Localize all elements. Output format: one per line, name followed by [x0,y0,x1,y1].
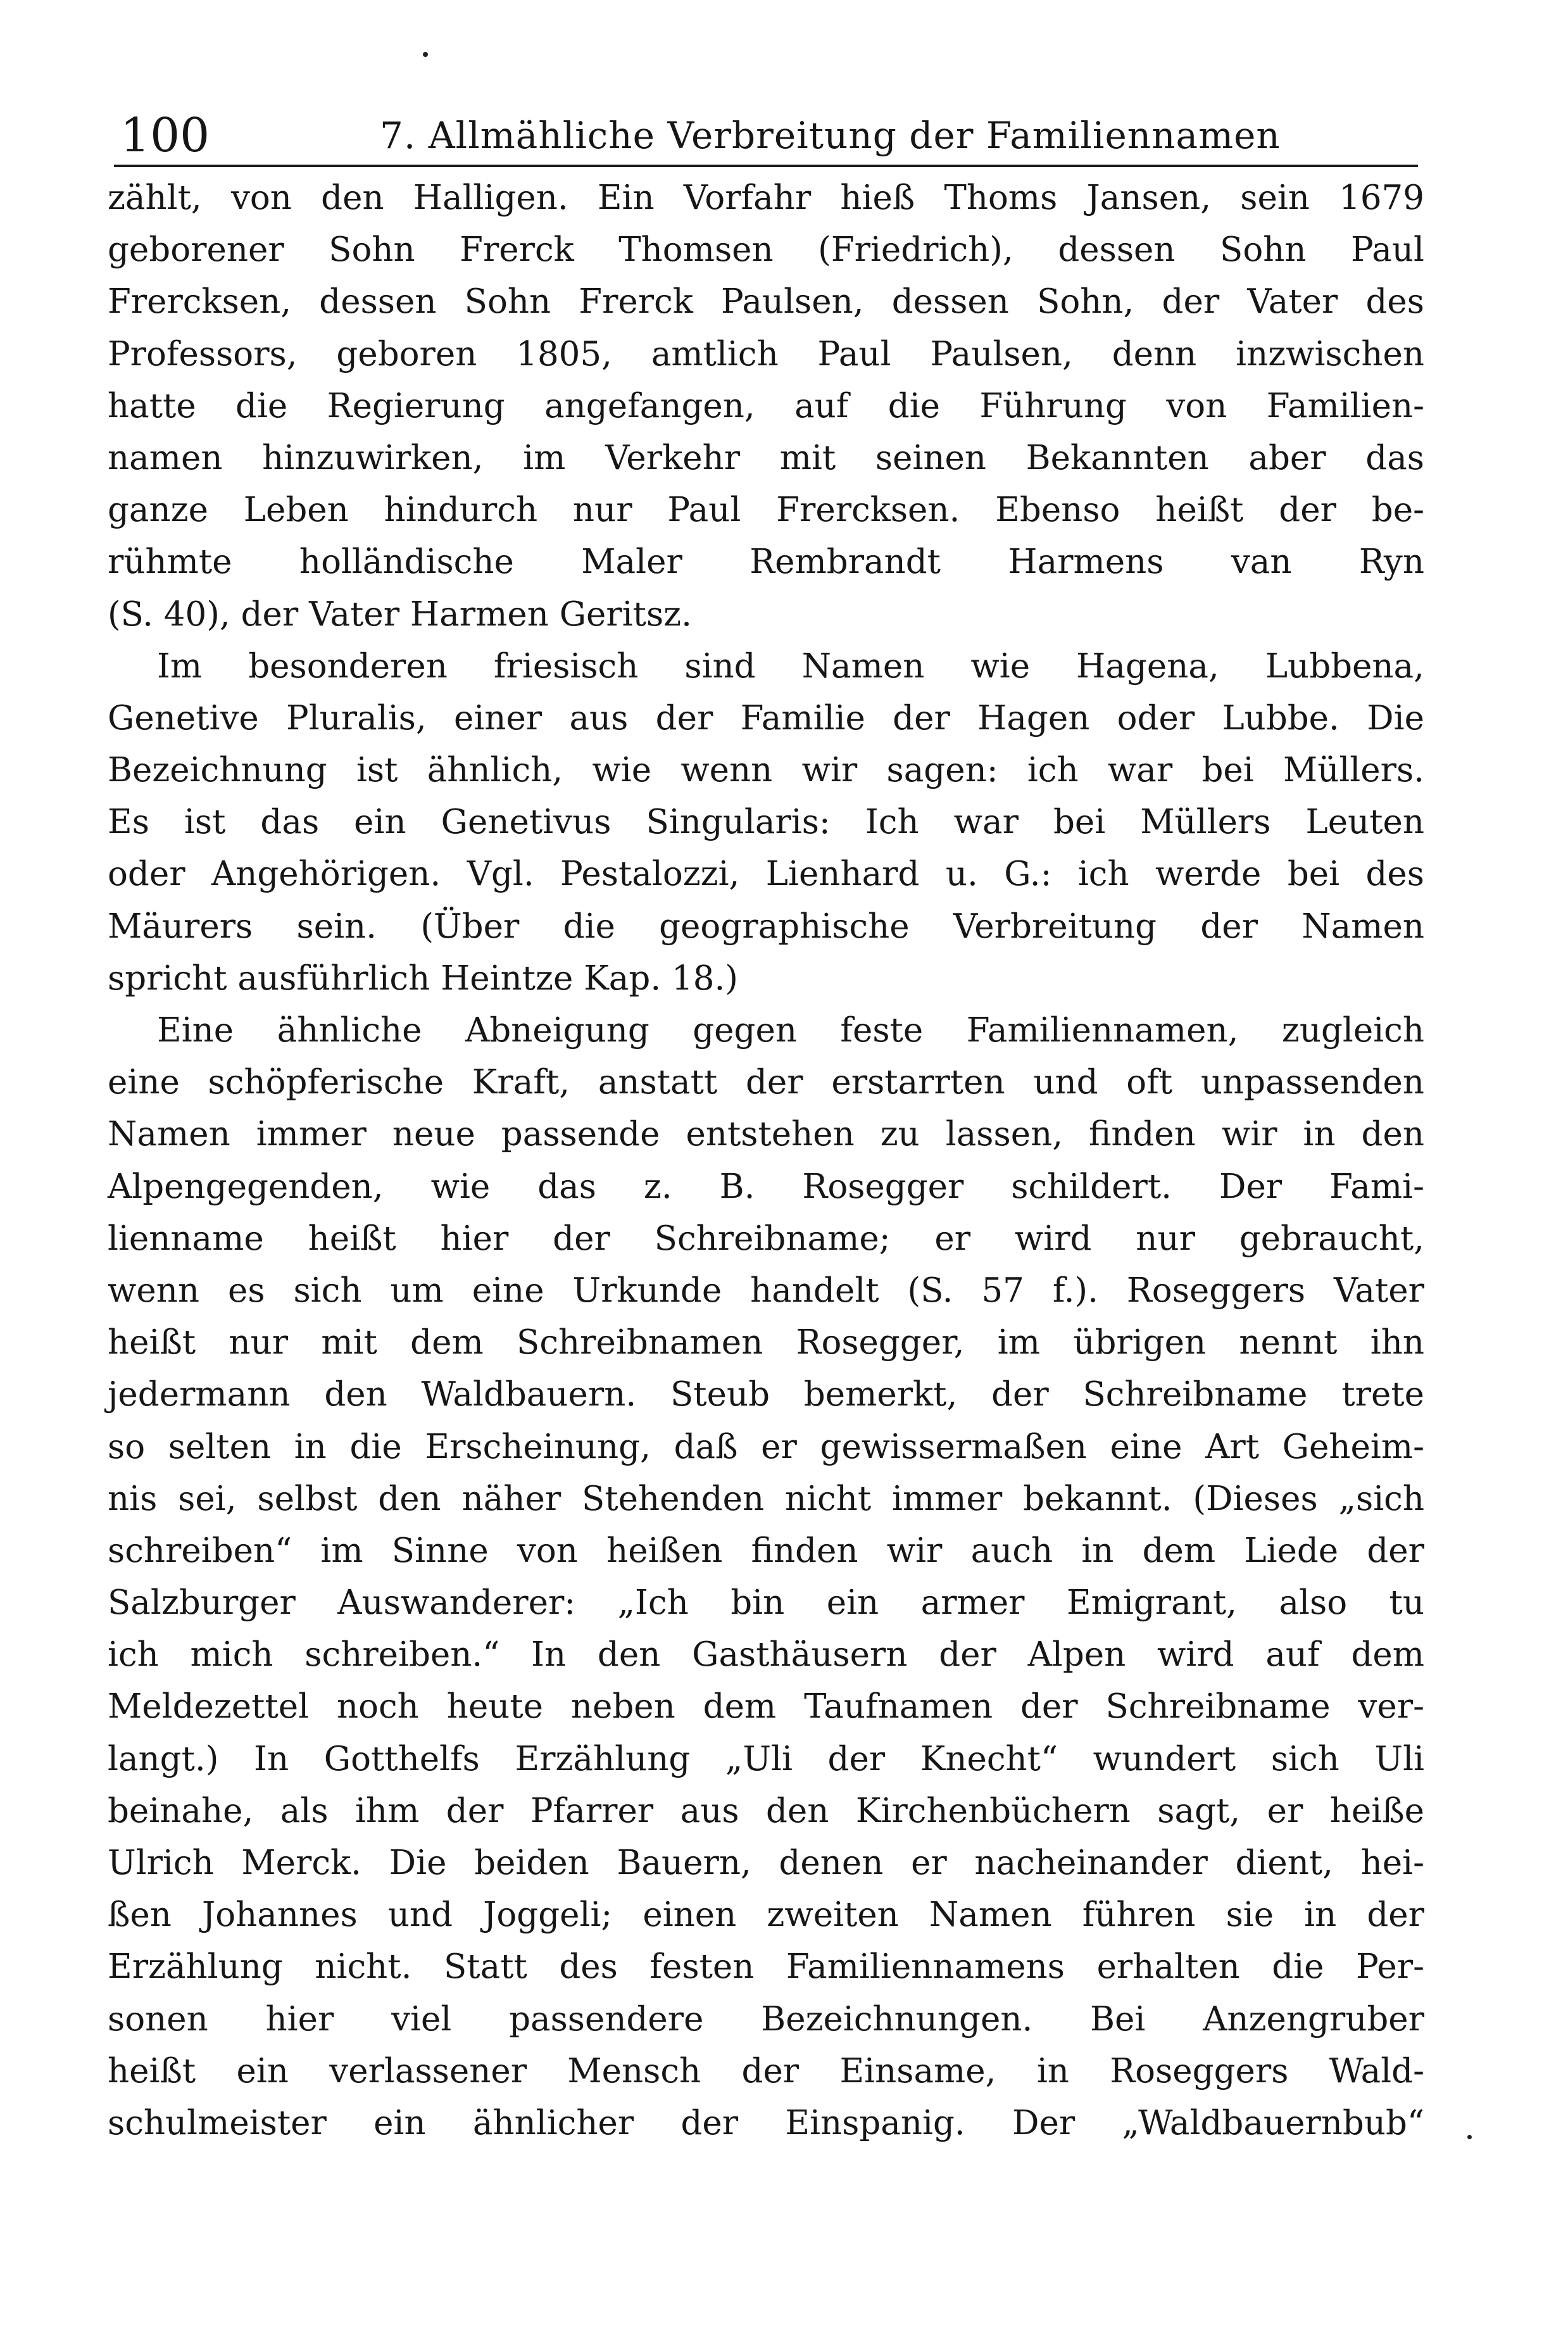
text-line: Im besonderen friesisch sind Namen wie Hagena, Lubbena, [157,646,1424,686]
text-line: ßen Johannes und Joggeli; einen zweiten Namen führen sie in der [108,1896,1424,1935]
text-line: beinahe, als ihm der Pfarrer aus den Kirchenbüchern sagt, er heiße [108,1791,1424,1830]
running-title: 7. Allmähliche Verbreitung der Familiennamen [380,114,1281,157]
text-line: nis sei, selbst den näher Stehenden nicht immer bekannt. (Dieses „sich [108,1479,1424,1518]
text-line: Frercksen, dessen Sohn Frerck Paulsen, dessen Sohn, der Vater des [108,282,1424,322]
text-line: Eine ähnliche Abneigung gegen feste Familiennamen, zugleich [157,1011,1424,1050]
text-line: hatte die Regierung angefangen, auf die Führung von Familien- [108,386,1424,425]
text-line: oder Angehörigen. Vgl. Pestalozzi, Lienhard u. G.: ich werde bei des [108,855,1424,894]
text-line: Namen immer neue passende entstehen zu lassen, finden wir in den [108,1115,1424,1154]
text-line: schreiben“ im Sinne von heißen finden wir auch in dem Liede der [108,1531,1424,1570]
text-line: langt.) In Gotthelfs Erzählung „Uli der Knecht“ wundert sich Uli [108,1739,1424,1778]
text-line: heißt nur mit dem Schreibnamen Rosegger, im übrigen nennt ihn [108,1323,1424,1362]
text-line: sonen hier viel passendere Bezeichnungen. Bei Anzengruber [108,1999,1424,2039]
text-line: eine schöpferische Kraft, anstatt der erstarrten und oft unpassenden [108,1063,1424,1102]
page-number: 100 [120,108,210,163]
text-line: ich mich schreiben.“ In den Gasthäusern der Alpen wird auf dem [108,1635,1424,1675]
text-line: zählt, von den Halligen. Ein Vorfahr hieß Thoms Jansen, sein 1679 [108,179,1424,217]
scan-speck [1467,2135,1472,2139]
text-line: schulmeister ein ähnlicher der Einspanig. Der „Waldbauernbub“ [108,2103,1424,2142]
text-line: (S. 40), der Vater Harmen Geritsz. [108,594,692,634]
text-line: Meldezettel noch heute neben dem Taufnamen der Schreibname ver- [108,1687,1424,1726]
text-line: namen hinzuwirken, im Verkehr mit seinen Bekannten aber das [108,438,1424,477]
text-line: ganze Leben hindurch nur Paul Frercksen. Ebenso heißt der be- [108,491,1424,530]
text-line: Genetive Pluralis, einer aus der Familie der Hagen oder Lubbe. Die [108,698,1424,738]
text-line: Erzählung nicht. Statt des festen Familiennamens erhalten die Per- [108,1947,1424,1987]
text-line: rühmte holländische Maler Rembrandt Harmens van Ryn [108,543,1424,582]
text-line: Mäurers sein. (Über die geographische Verbreitung der Namen [108,907,1424,946]
scan-speck [423,52,428,57]
text-line: Alpengegenden, wie das z. B. Rosegger schildert. Der Fami- [108,1167,1424,1206]
text-line: jedermann den Waldbauern. Steub bemerkt, der Schreibname trete [108,1375,1424,1414]
text-line: Salzburger Auswanderer: „Ich bin ein armer Emigrant, also tu [108,1583,1424,1623]
text-line: heißt ein verlassener Mensch der Einsame, in Roseggers Wald- [108,2051,1424,2091]
text-line: Bezeichnung ist ähnlich, wie wenn wir sagen: ich war bei Müllers. [108,751,1424,790]
text-line: geborener Sohn Frerck Thomsen (Friedrich), dessen Sohn Paul [108,230,1424,270]
text-line: wenn es sich um eine Urkunde handelt (S. 57 f.). Roseggers Vater [108,1271,1424,1310]
body-text [108,172,1424,2149]
text-line: spricht ausführlich Heintze Kap. 18.) [108,959,738,998]
text-line: so selten in die Erscheinung, daß er gewissermaßen eine Art Geheim- [108,1427,1424,1466]
page-header [114,106,1418,167]
text-line: Professors, geboren 1805, amtlich Paul Paulsen, denn inzwischen [108,334,1424,374]
text-line: lienname heißt hier der Schreibname; er wird nur gebraucht, [108,1219,1424,1258]
text-line: Es ist das ein Genetivus Singularis: Ich war bei Müllers Leuten [108,803,1424,842]
text-line: Ulrich Merck. Die beiden Bauern, denen er nacheinander dient, hei- [108,1844,1424,1882]
